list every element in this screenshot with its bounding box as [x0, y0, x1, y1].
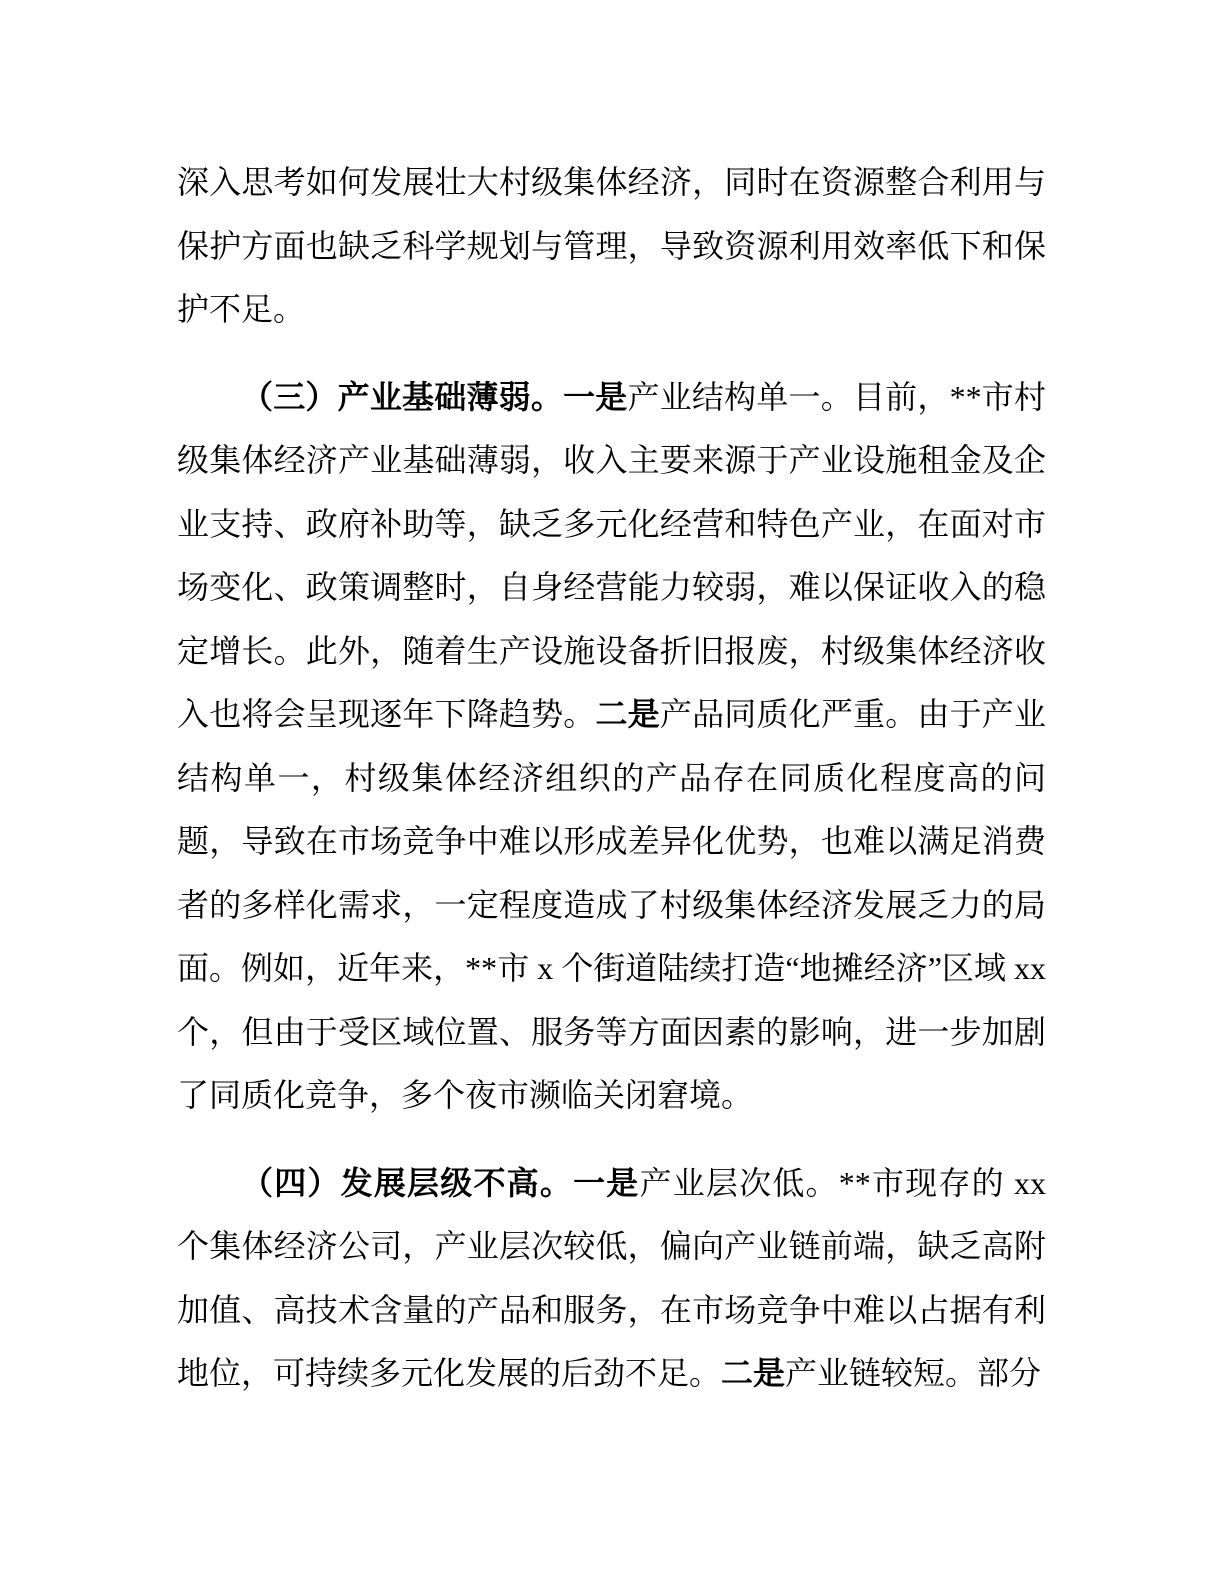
section-4-heading-run: （四）发展层级不高。一是 [241, 1164, 640, 1201]
text-run: 产业链较短。部分 [785, 1355, 1042, 1391]
point-two-label-run: 二是 [721, 1355, 786, 1391]
document-body [177, 151, 1046, 1406]
paragraph-continuation [177, 151, 1046, 342]
paragraph-section-4 [177, 1152, 1046, 1406]
point-two-label-run: 二是 [595, 696, 660, 732]
text-run: 产业结构单一。目前，**市村级集体经济产业基础薄弱，收入主要来源于产业设施租金及企业支持、政府补助等，缺乏多元化经营和特色产业，在面对市场变化、政策调整时，自身经营能力较弱，难以保证收入的稳定增长。此外，随着生产设施设备折旧报废，村级集体经济收入也将会呈现逐年下降趋势。 [177, 378, 1046, 732]
section-3-heading-run: （三）产业基础薄弱。一是 [241, 378, 628, 415]
paragraph-section-3 [177, 366, 1046, 1128]
text-run: 产业层次低。**市现存的 xx 个集体经济公司，产业层次较低，偏向产业链前端，缺乏高附加值、高技术含量的产品和服务，在市场竞争中难以占据有利地位，可持续多元化发展的后劲不足。 [177, 1164, 1046, 1391]
text-run: 产品同质化严重。由于产业结构单一，村级集体经济组织的产品存在同质化程度高的问题，导致在市场竞争中难以形成差异化优势，也难以满足消费者的多样化需求，一定程度造成了村级集体经济发展乏力的局面。例如，近年来，**市 x 个街道陆续打造“地摊经济”区域 xx 个，但由于受区域位置、服务等方面因素的影响，进一步加剧了同质化竞争，多个夜市濒临关闭窘境。 [177, 696, 1046, 1113]
text-run: 深入思考如何发展壮大村级集体经济，同时在资源整合利用与保护方面也缺乏科学规划与管理，导致资源利用效率低下和保护不足。 [177, 164, 1046, 327]
